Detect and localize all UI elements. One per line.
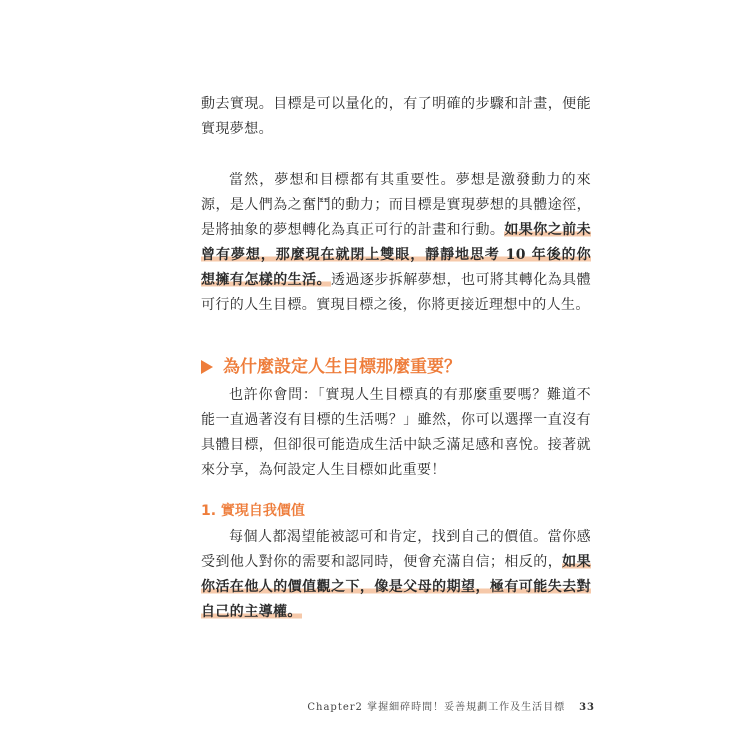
- paragraph-2-text: 當然，夢想和目標都有其重要性。夢想是激發動力的來源，是人們為之奮鬥的動力；而目標是實現夢想的具體途徑，是將抽象的夢想轉化為真正可行的計畫和行動。: [201, 172, 591, 238]
- paragraph-2: [201, 168, 591, 318]
- paragraph-3: 也許你會問：「實現人生目標真的有那麼重要嗎？難道不能一直過著沒有目標的生活嗎？」雖然，你可以選擇一直沒有具體目標，但卻很可能造成生活中缺乏滿足感和喜悅。接著就來分享，為何設定人生目標如此重要！: [201, 387, 591, 478]
- paragraph-4-highlight: 如果你活在他人的價值觀之下，像是父母的期望，極有可能失去對自己的主導權。: [201, 554, 591, 620]
- paragraph-1: 動去實現。目標是可以量化的，有了明確的步驟和計畫，便能實現夢想。: [201, 96, 591, 137]
- sub-heading: 1. 實現自我價值: [201, 503, 305, 519]
- page-footer: [307, 698, 595, 713]
- running-footer: Chapter2 掌握細碎時間！妥善規劃工作及生活目標: [307, 702, 566, 713]
- section-heading-text: 為什麼設定人生目標那麼重要？: [223, 357, 461, 377]
- paragraph-2-highlight: 如果你之前未曾有夢想，那麼現在就閉上雙眼，靜靜地思考 10 年後的你想擁有怎樣的生活。: [201, 222, 591, 288]
- page-body: [201, 92, 591, 625]
- paragraph-4: [201, 525, 591, 625]
- paragraph-2-text-end: 透過逐步拆解夢想，也可將其轉化為具體可行的人生目標。實現目標之後，你將更接近理想中的人生。: [201, 272, 591, 313]
- page-number: 33: [579, 702, 595, 713]
- section-heading: [201, 355, 591, 379]
- triangle-bullet-icon: [201, 360, 213, 374]
- paragraph-4-text: 每個人都渴望能被認可和肯定，找到自己的價值。當你感受到他人對你的需要和認同時，便會充滿自信；相反的，: [201, 529, 591, 570]
